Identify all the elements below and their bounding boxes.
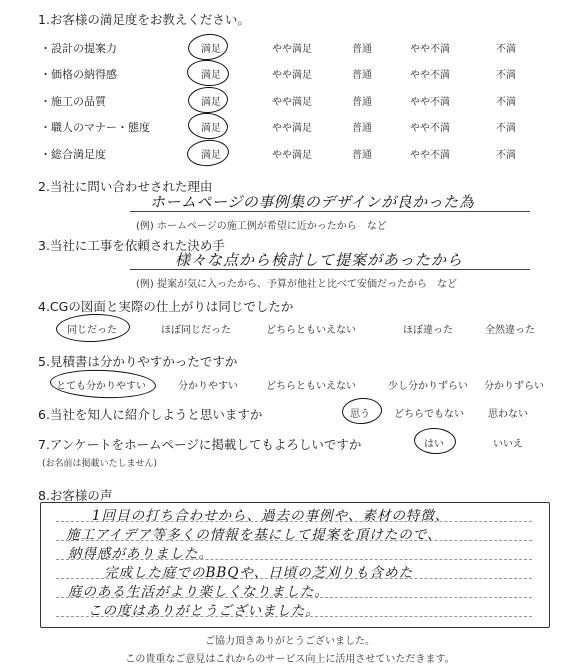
- q4-option: ほぼ違った: [403, 325, 453, 336]
- q5-option: 少し分かりずらい: [388, 381, 468, 392]
- q6-title: 6.当社を知人に紹介しようと思いますか: [38, 407, 263, 422]
- q1-option: やや不満: [410, 150, 450, 161]
- q1-option: やや満足: [272, 97, 312, 108]
- q8-voice-line: 庭のある生活がより楽しくなりました。: [68, 584, 329, 600]
- q1-item-label: ・設計の提案力: [40, 42, 117, 55]
- answer-line: [130, 211, 530, 212]
- q8-title: 8.お客様の声: [38, 488, 113, 503]
- q5-option: どちらともいえない: [266, 381, 356, 392]
- q1-option: 満足: [201, 70, 221, 81]
- q5-title: 5.見積書は分かりやすかったですか: [38, 354, 238, 369]
- q8-voice-line: 完成した庭でのBBQや、日頃の芝刈りも含めた: [104, 565, 414, 581]
- q8-voice-line: 施工アイデア等多くの情報を基にして提案を頂けたので、: [66, 527, 442, 543]
- q1-title: 1.お客様の満足度をお教えください。: [38, 12, 250, 27]
- q3-example: (例) 提案が気に入ったから、予算が他社と比べて安価だったから など: [136, 279, 457, 290]
- q3-title: 3.当社に工事を依頼された決め手: [38, 238, 225, 253]
- q1-option: 不満: [496, 44, 516, 55]
- q2-title: 2.当社に問い合わせされた理由: [38, 179, 213, 194]
- q1-option: やや満足: [272, 70, 312, 81]
- q1-option: やや不満: [410, 123, 450, 134]
- q2-handwritten-answer: ホームページの事例集のデザインが良かった為: [150, 193, 475, 211]
- q3-handwritten-answer: 様々な点から検討して提案があったから: [175, 251, 463, 269]
- q1-option: 普通: [352, 123, 372, 134]
- q1-option: やや満足: [272, 123, 312, 134]
- q6-option: どちらでもない: [394, 409, 464, 420]
- answer-line: [130, 269, 530, 270]
- q1-option: やや不満: [410, 97, 450, 108]
- q5-option: とても分かりやすい: [56, 381, 146, 392]
- q1-option: 不満: [496, 123, 516, 134]
- q8-voice-line: この度はありがとうございました。: [88, 603, 320, 619]
- footer-thanks: ご協力頂きありがとうございました。: [205, 636, 375, 647]
- footer-message: この貴重なご意見はこれからのサービス向上に活用させていただきます。: [125, 654, 455, 665]
- q5-option: 分かりやすい: [178, 381, 238, 392]
- q4-option: ほぼ同じだった: [161, 325, 231, 336]
- q1-option: やや不満: [410, 44, 450, 55]
- q6-option: 思わない: [488, 409, 528, 420]
- q1-option: 普通: [352, 97, 372, 108]
- q1-option: やや満足: [272, 44, 312, 55]
- q1-option: 満足: [201, 97, 221, 108]
- q8-voice-line: 1回目の打ち合わせから、過去の事例や、素材の特徴、: [92, 508, 450, 524]
- q1-item-label: ・総合満足度: [40, 148, 106, 161]
- q4-option: どちらともいえない: [266, 325, 356, 336]
- q7-title: 7.アンケートをホームページに掲載してもよろしいですか: [38, 437, 362, 452]
- q1-option: 普通: [352, 150, 372, 161]
- q1-option: 普通: [352, 70, 372, 81]
- q1-option: 満足: [201, 44, 221, 55]
- q1-option: 満足: [201, 123, 221, 134]
- q1-item-label: ・価格の納得感: [40, 68, 117, 81]
- q6-option: 思う: [350, 409, 370, 420]
- q1-item-label: ・職人のマナー・態度: [40, 121, 150, 134]
- q1-item-label: ・施工の品質: [40, 95, 106, 108]
- q1-option: 満足: [201, 150, 221, 161]
- q7-option: はい: [424, 439, 444, 450]
- q7-option: いいえ: [493, 439, 523, 450]
- q1-option: 不満: [496, 97, 516, 108]
- q1-option: 普通: [352, 44, 372, 55]
- q4-title: 4.CGの図面と実際の仕上がりは同じでしたか: [38, 299, 294, 314]
- q8-voice-line: 納得感がありました。: [68, 546, 213, 562]
- q1-option: 不満: [496, 150, 516, 161]
- q1-option: やや満足: [272, 150, 312, 161]
- q4-option: 全然違った: [485, 325, 535, 336]
- q7-note: (お名前は掲載いたしません): [42, 459, 158, 469]
- q1-option: やや不満: [410, 70, 450, 81]
- q1-option: 不満: [496, 70, 516, 81]
- q2-example: (例) ホームページの施工例が希望に近かったから など: [136, 221, 387, 232]
- q5-option: 分かりずらい: [484, 381, 544, 392]
- q4-option: 同じだった: [67, 325, 117, 336]
